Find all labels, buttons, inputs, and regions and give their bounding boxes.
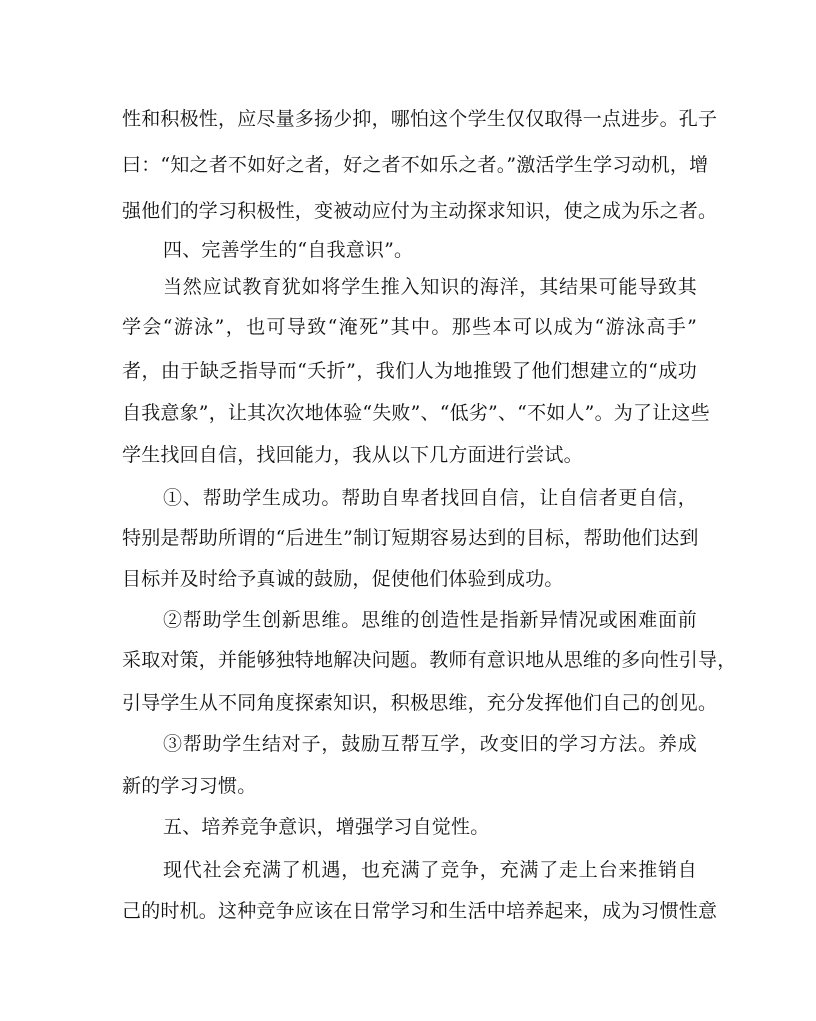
text-line: 采取对策，并能够独特地解决问题。教师有意识地从思维的多向性引导， xyxy=(122,649,737,671)
text-line: ③帮助学生结对子，鼓励互帮互学，改变旧的学习方法。养成 xyxy=(163,733,697,755)
text-line: 目标并及时给予真诚的鼓励，促使他们体验到成功。 xyxy=(122,568,564,590)
text-line: 性和积极性，应尽量多扬少抑，哪怕这个学生仅仅取得一点进步。孔子 xyxy=(122,108,718,130)
text-line: 学生找回自信，找回能力，我从以下几方面进行尝试。 xyxy=(122,444,583,466)
text-line: 特别是帮助所谓的“后进生”制订短期容易达到的目标，帮助他们达到 xyxy=(122,527,699,549)
text-line: 己的时机。这种竞争应该在日常学习和生活中培养起来，成为习惯性意 xyxy=(122,900,718,922)
text-line: 强他们的学习积极性，变被动应付为主动探求知识，使之成为乐之者。 xyxy=(122,200,718,222)
text-line: 引导学生从不同角度探索知识，积极思维，充分发挥他们自己的创见。 xyxy=(122,692,718,714)
text-line: 新的学习习惯。 xyxy=(122,775,257,797)
text-line: 现代社会充满了机遇，也充满了竞争，充满了走上台来推销自 xyxy=(163,859,697,881)
section-heading: 五、培养竞争意识，增强学习自觉性。 xyxy=(163,816,490,838)
text-line: 自我意象”，让其次次地体验“失败”、“低劣”、“不如人”。为了让这些 xyxy=(122,402,710,424)
text-line: 者，由于缺乏指导而“夭折”，我们人为地推毁了他们想建立的“成功 xyxy=(122,360,697,382)
section-heading: 四、完善学生的“自我意识”。 xyxy=(163,239,414,261)
text-line: 学会“游泳”，也可导致“淹死”其中。那些本可以成为“游泳高手” xyxy=(122,316,697,338)
text-line: ①、帮助学生成功。帮助自卑者找回自信，让自信者更自信， xyxy=(163,487,697,509)
text-line: 当然应试教育犹如将学生推入知识的海洋，其结果可能导致其 xyxy=(163,276,697,298)
text-line: 曰：“知之者不如好之者，好之者不如乐之者。”激活学生学习动机，增 xyxy=(122,154,709,176)
text-line: ②帮助学生创新思维。思维的创造性是指新异情况或困难面前 xyxy=(163,609,697,631)
